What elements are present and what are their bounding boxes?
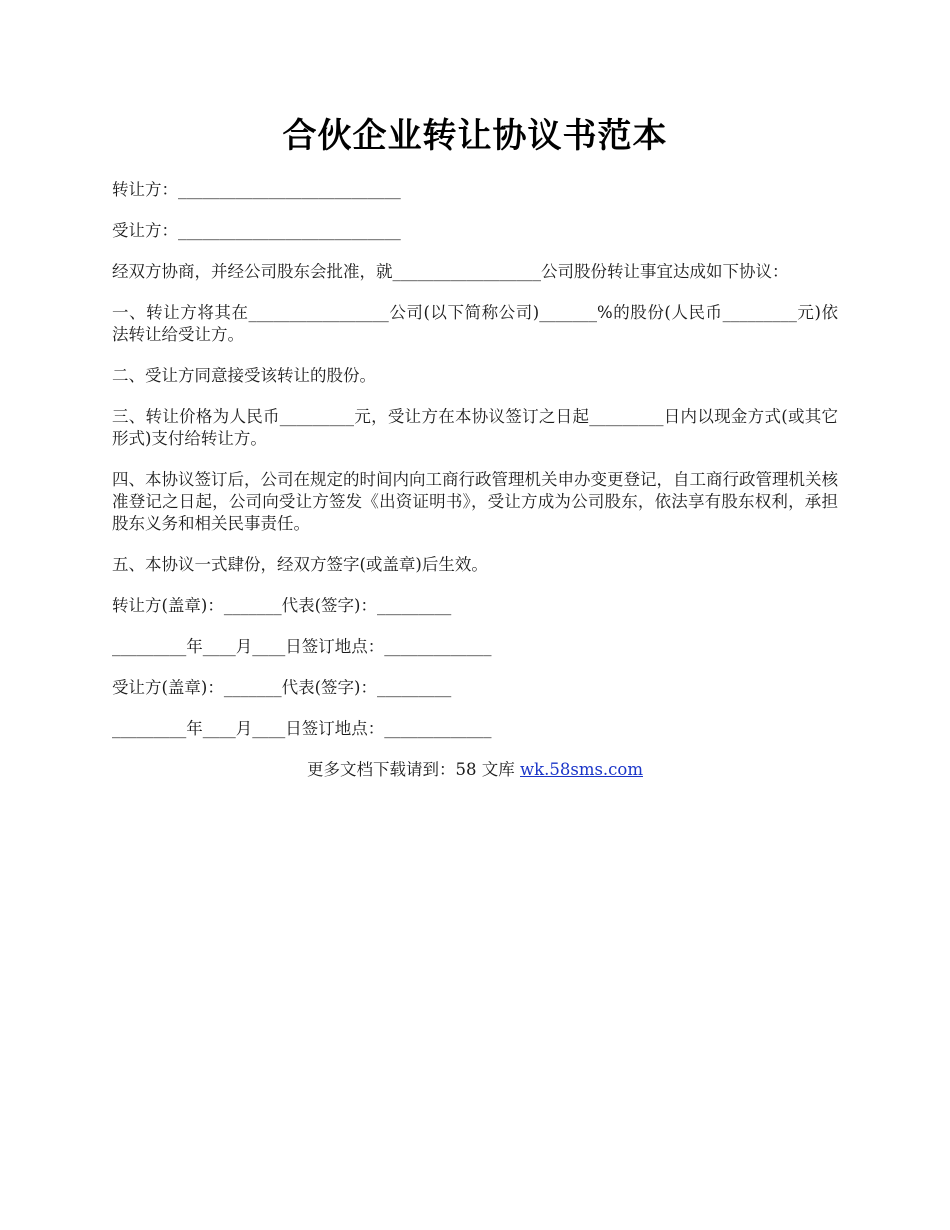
transferee-date-place-line: _________年____月____日签订地点：_____________ — [112, 719, 492, 738]
transferor-signature-line: 转让方(盖章)：_______代表(签字)：_________ — [112, 596, 452, 615]
footer-link[interactable]: wk.58sms.com — [519, 760, 643, 779]
transferor-date-place-line: _________年____月____日签订地点：_____________ — [112, 637, 492, 656]
clause-3: 三、转让价格为人民币_________元，受让方在本协议签订之日起_________日内以现金方式(或其它形式)支付给转让方。 — [112, 407, 838, 448]
preamble-paragraph: 经双方协商，并经公司股东会批准，就__________________公司股份转让事宜达成如下协议： — [112, 262, 789, 281]
clause-1: 一、转让方将其在_________________公司(以下简称公司)_______%的股份(人民币_________元)依法转让给受让方。 — [112, 303, 838, 344]
document-page — [112, 108, 838, 781]
download-footer — [112, 759, 838, 781]
transferee-signature-line: 受让方(盖章)：_______代表(签字)：_________ — [112, 678, 452, 697]
clause-5: 五、本协议一式肆份，经双方签字(或盖章)后生效。 — [112, 555, 488, 574]
footer-text: 更多文档下载请到：58 文库 — [306, 760, 520, 779]
document-title: 合伙企业转让协议书范本 — [282, 116, 668, 156]
transferor-line: 转让方：___________________________ — [112, 180, 401, 199]
clause-4: 四、本协议签订后，公司在规定的时间内向工商行政管理机关申办变更登记，自工商行政管理机关核准登记之日起，公司向受让方签发《出资证明书》，受让方成为公司股东，依法享有股东权利，承担股东义务和相关民事责任。 — [112, 470, 838, 533]
transferee-line: 受让方：___________________________ — [112, 221, 401, 240]
clause-2: 二、受让方同意接受该转让的股份。 — [112, 366, 376, 385]
